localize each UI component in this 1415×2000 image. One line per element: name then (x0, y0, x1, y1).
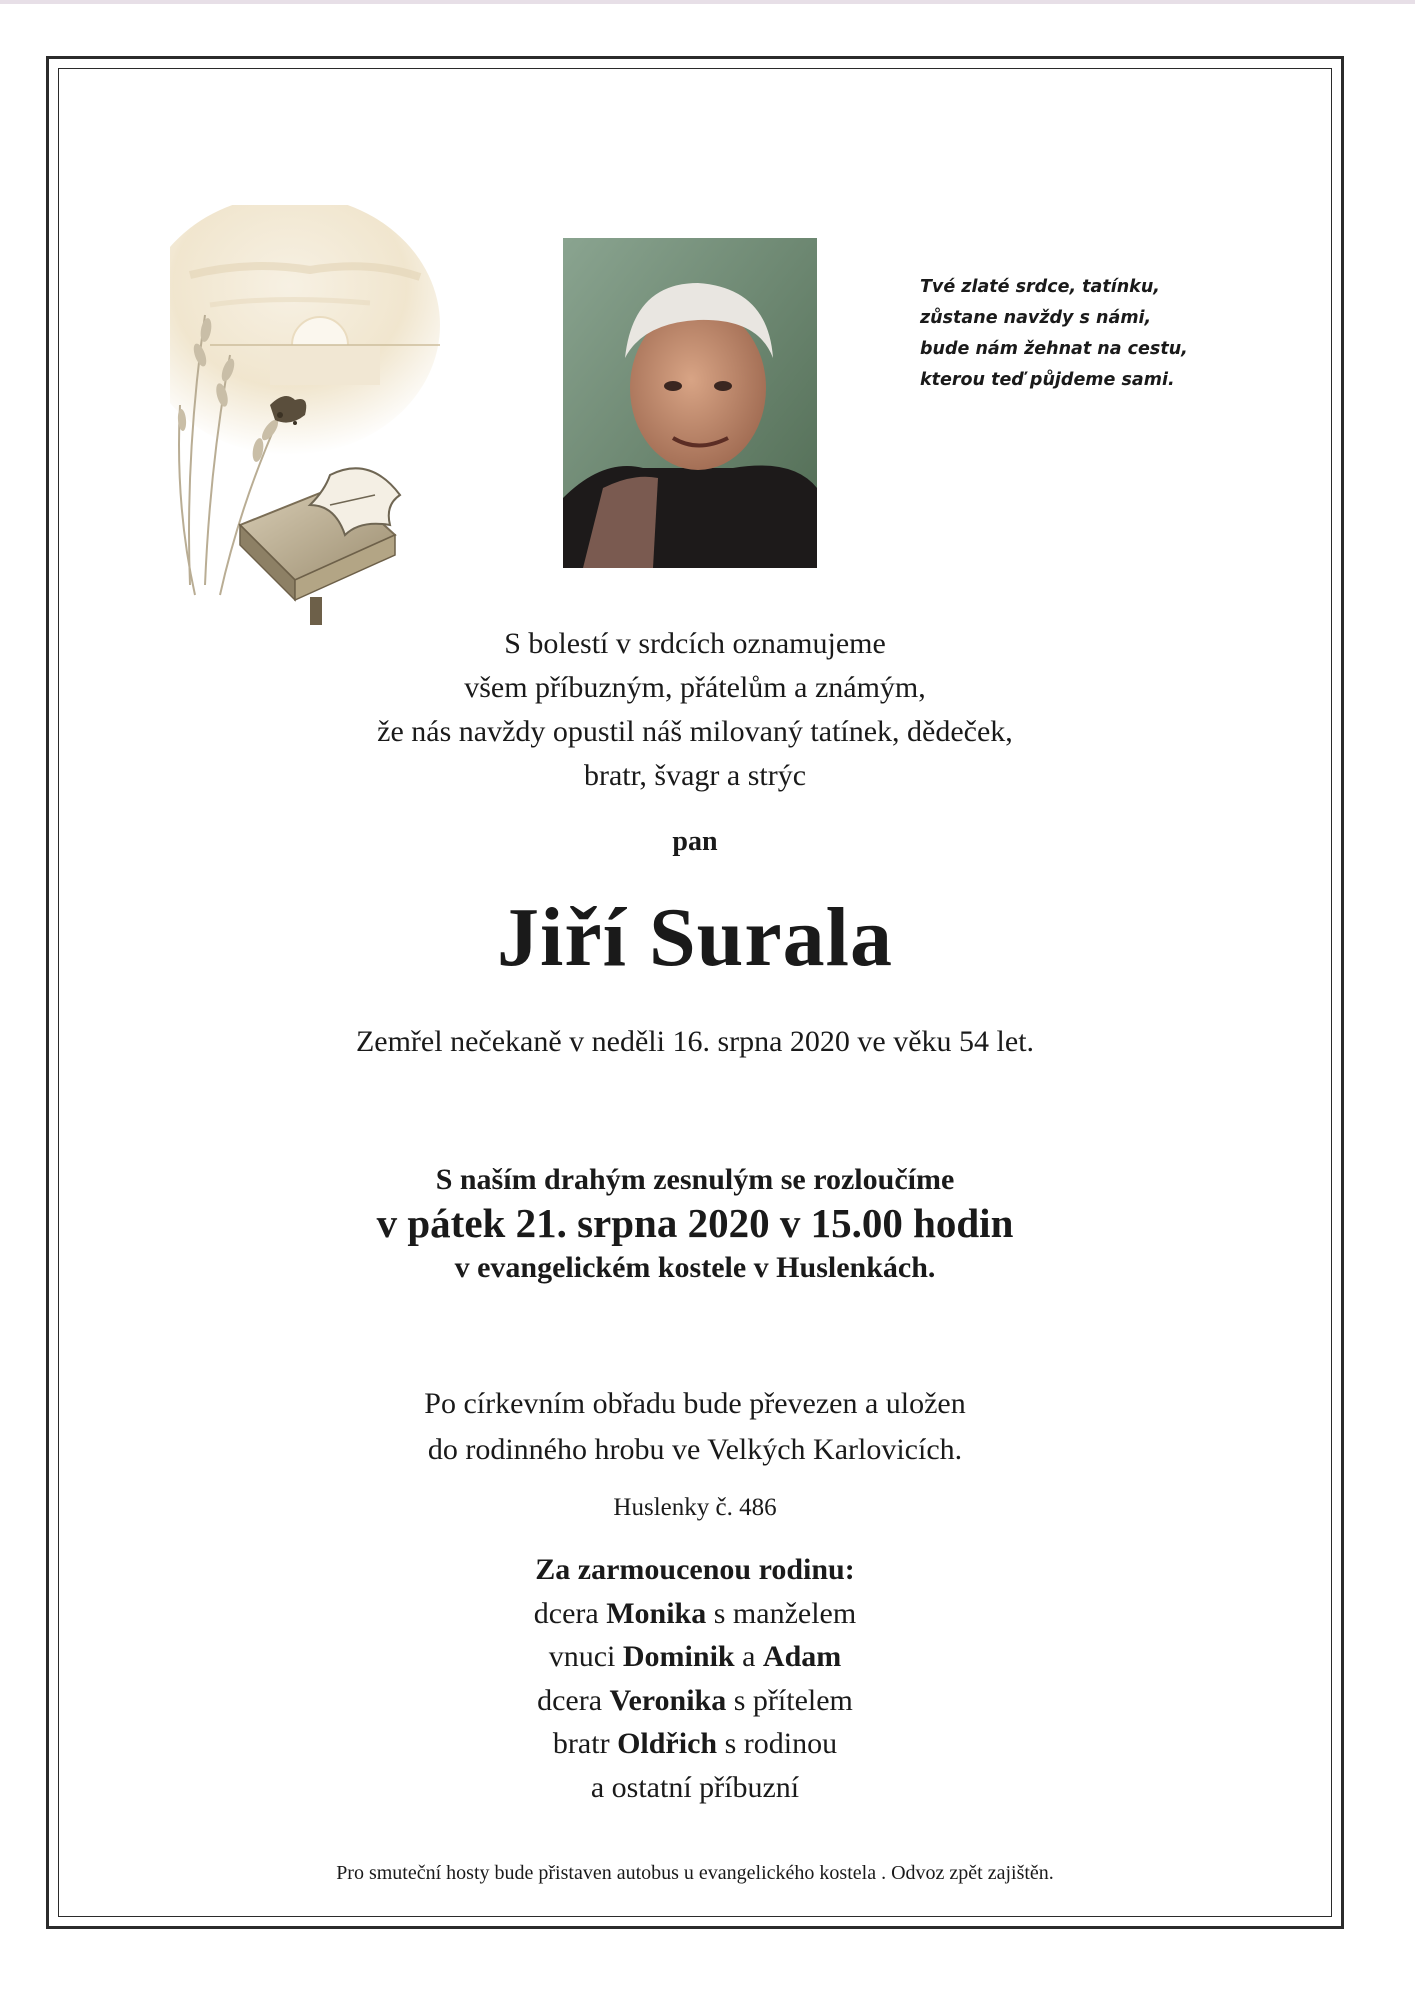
family-list (60, 1548, 1330, 1809)
burial-line: Po církevním obřadu bude převezen a uložen (424, 1387, 966, 1420)
relative-name: Dominik (622, 1640, 735, 1673)
intro-line: že nás navždy opustil náš milovaný tatínek, dědeček, (377, 715, 1013, 748)
relation: bratr (552, 1727, 618, 1760)
farewell-date: v pátek 21. srpna 2020 v 15.00 hodin (376, 1200, 1014, 1246)
relation: vnuci (548, 1640, 623, 1673)
relation: dcera (533, 1596, 607, 1630)
relation: dcera (537, 1683, 610, 1717)
burial-line: do rodinného hrobu ve Velkých Karlovicích. (427, 1433, 963, 1466)
title-prefix: pan (672, 826, 718, 857)
footer-note: Pro smuteční hosty bude přistaven autobus u evangelického kostela . Odvoz zpět zajištěn. (336, 1862, 1054, 1884)
relation: a ostatní příbuzní (590, 1770, 800, 1804)
book-icon (240, 468, 400, 625)
family-row (60, 1722, 1330, 1766)
family-row (60, 1635, 1330, 1679)
intro-line: bratr, švagr a strýc (583, 759, 807, 792)
relation-suffix: s manželem (706, 1596, 857, 1630)
relation-suffix: a (734, 1640, 763, 1673)
poem-verse (920, 272, 1250, 396)
relation-suffix: s rodinou (717, 1727, 838, 1760)
intro-line: všem příbuzným, přátelům a známým, (464, 671, 926, 704)
announcement-intro (60, 622, 1330, 798)
intro-line: S bolestí v srdcích oznamujeme (504, 627, 886, 660)
relative-name: Monika (606, 1596, 707, 1630)
death-notice: Zemřel nečekaně v neděli 16. srpna 2020 ve věku 54 let. (355, 1025, 1035, 1058)
poem-line: Tvé zlaté srdce, tatínku, (920, 277, 1160, 297)
farewell-intro: S naším drahým zesnulým se rozloučíme (435, 1163, 955, 1196)
relation-suffix: s přítelem (726, 1683, 853, 1717)
family-row (60, 1679, 1330, 1723)
poem-line: kterou teď půjdeme sami. (920, 370, 1175, 390)
scan-top-strip (0, 0, 1415, 4)
relative-name: Oldřich (617, 1727, 718, 1760)
poem-line: bude nám žehnat na cestu, (920, 339, 1188, 359)
burial-info (60, 1381, 1330, 1473)
relative-name: Veronika (609, 1683, 727, 1717)
relative-name: Adam (762, 1640, 842, 1673)
family-row (60, 1766, 1330, 1810)
poem-line: zůstane navždy s námi, (920, 308, 1152, 328)
family-address: Huslenky č. 486 (613, 1494, 777, 1521)
farewell-place: v evangelickém kostele v Huslenkách. (454, 1251, 936, 1284)
family-row (60, 1592, 1330, 1636)
portrait-photo (563, 238, 817, 568)
family-heading: Za zarmoucenou rodinu: (535, 1553, 855, 1586)
deceased-name: Jiří Surala (496, 891, 893, 984)
sunset-wheat-dove-book-icon (170, 205, 460, 645)
